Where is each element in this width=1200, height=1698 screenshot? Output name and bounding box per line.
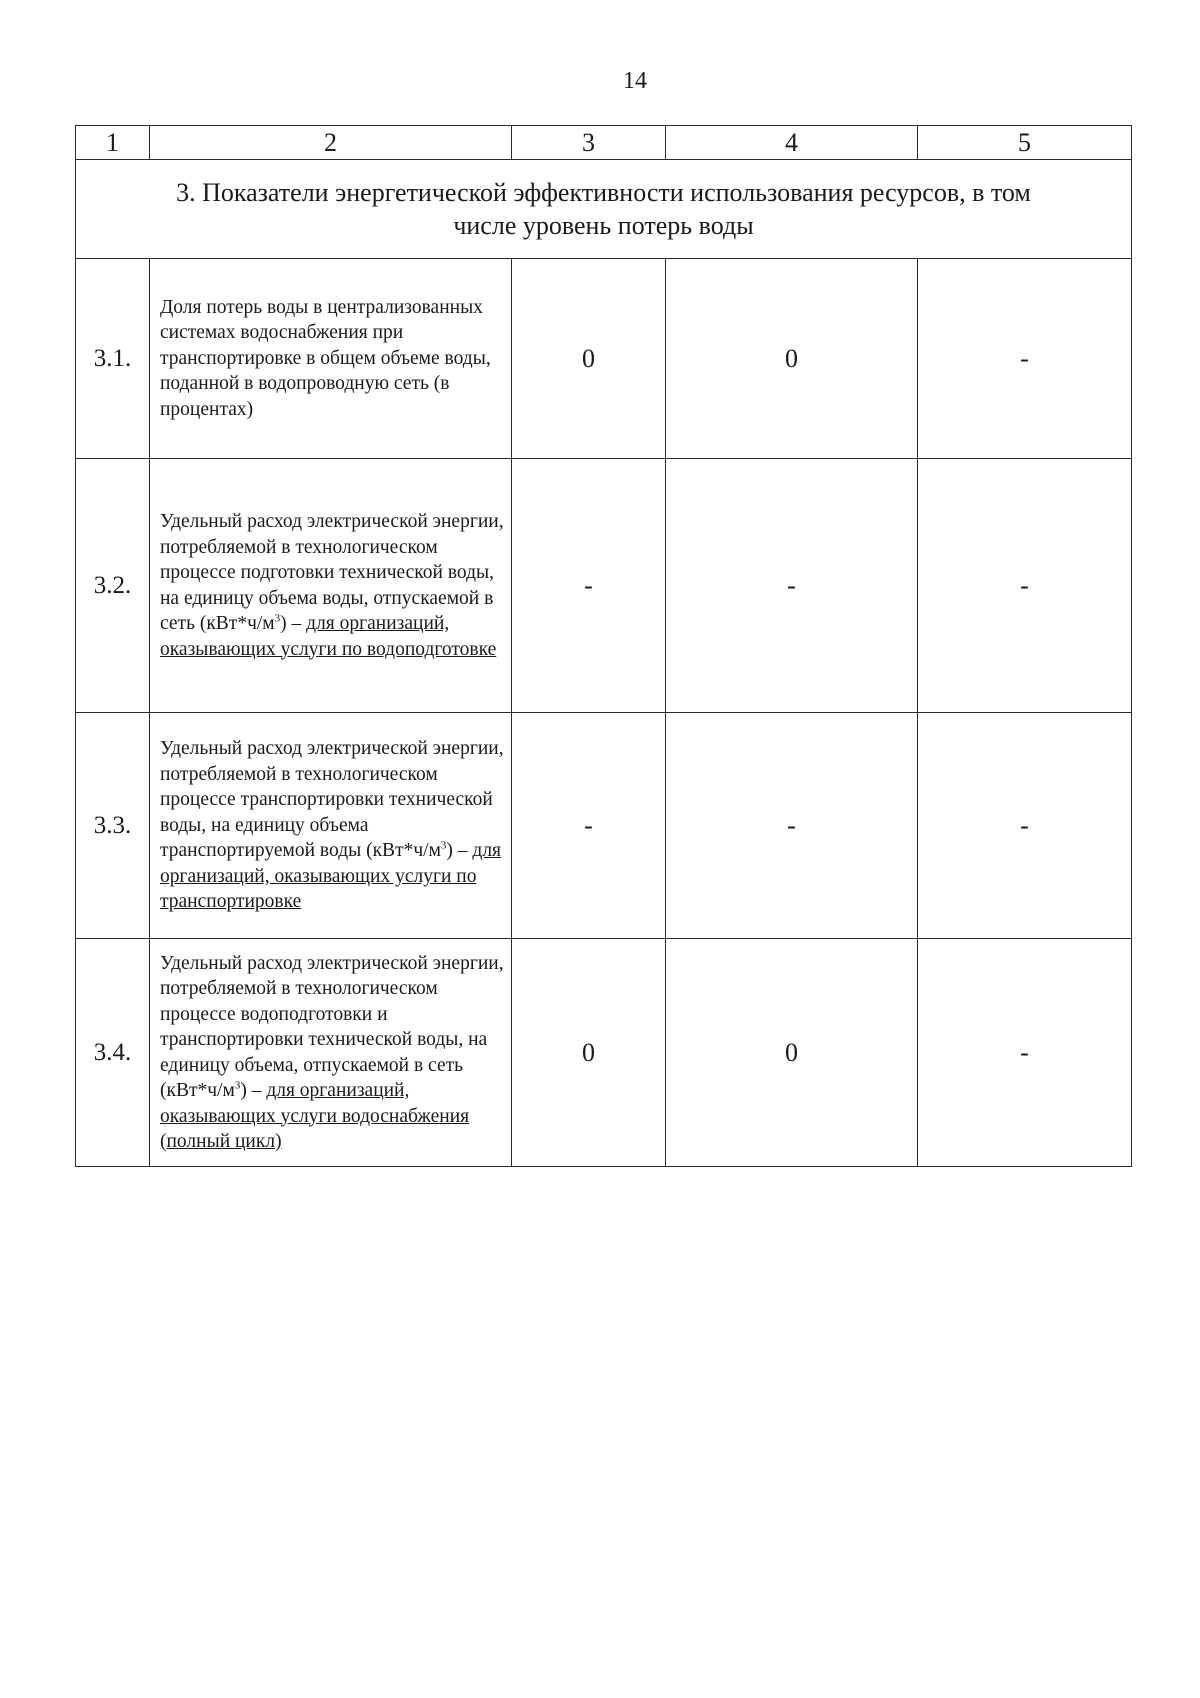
row-value-col3: 0 <box>512 259 666 459</box>
row-value-col3: - <box>512 459 666 713</box>
column-header-2: 2 <box>150 126 512 160</box>
row-value-col4: 0 <box>666 939 918 1167</box>
superscript: 3 <box>274 612 281 625</box>
row-description <box>150 939 512 1167</box>
row-value-col5: - <box>918 459 1132 713</box>
column-header-4: 4 <box>666 126 918 160</box>
section-title <box>76 160 1132 259</box>
row-value-col4: 0 <box>666 259 918 459</box>
table-row <box>76 259 1132 459</box>
column-header-5: 5 <box>918 126 1132 160</box>
row-description-underlined: для организаций, оказывающих услуги по водоподготовке <box>160 613 497 660</box>
table-row <box>76 713 1132 939</box>
row-description <box>150 713 512 939</box>
row-value-col5: - <box>918 713 1132 939</box>
row-number: 3.4. <box>76 939 150 1167</box>
row-number: 3.2. <box>76 459 150 713</box>
row-value-col4: - <box>666 459 918 713</box>
indicators-table <box>75 125 1132 1167</box>
superscript: 3 <box>440 839 447 852</box>
page-number: 14 <box>623 68 647 94</box>
superscript: 3 <box>234 1079 241 1092</box>
row-description-after: ) – <box>280 613 307 634</box>
column-header-3: 3 <box>512 126 666 160</box>
row-description-text: Удельный расход электрической энергии, потребляемой в технологическом процессе подготовки технической воды, на единицу объема воды, отпускаемой в сеть (кВт*ч/м <box>160 511 504 634</box>
row-description <box>150 459 512 713</box>
row-description-underlined: для организаций, оказывающих услуги водоснабжения (полный цикл) <box>160 1080 470 1152</box>
row-description-after: ) – <box>446 840 473 862</box>
row-number: 3.3. <box>76 713 150 939</box>
row-value-col4: - <box>666 713 918 939</box>
section-title-line-1: 3. Показатели энергетической эффективности использования ресурсов, в том <box>176 178 1031 207</box>
column-number-row <box>76 126 1132 160</box>
row-value-col5: - <box>918 259 1132 459</box>
row-description-text: Удельный расход электрической энергии, потребляемой в технологическом процессе транспортировки технической воды, на единицу объема транспортируемой воды (кВт*ч/м <box>160 738 504 862</box>
section-title-line-2: числе уровень потерь воды <box>453 211 754 240</box>
column-header-1: 1 <box>76 126 150 160</box>
row-value-col3: 0 <box>512 939 666 1167</box>
row-number: 3.1. <box>76 259 150 459</box>
row-description-underlined: для организаций, оказывающих услуги по транспортировке <box>160 840 502 913</box>
row-value-col3: - <box>512 713 666 939</box>
row-value-col5: - <box>918 939 1132 1167</box>
row-description-text: Удельный расход электрической энергии, потребляемой в технологическом процессе водоподготовки и транспортировки технической воды, на единицу объема, отпускаемой в сеть (кВт*ч/м <box>160 952 504 1101</box>
row-description-after: ) – <box>240 1080 267 1101</box>
table-row <box>76 459 1132 713</box>
table-row <box>76 939 1132 1167</box>
section-title-row <box>76 160 1132 259</box>
row-description: Доля потерь воды в централизованных системах водоснабжения при транспортировке в общем объеме воды, поданной в водопроводную сеть (в процентах) <box>150 259 512 459</box>
